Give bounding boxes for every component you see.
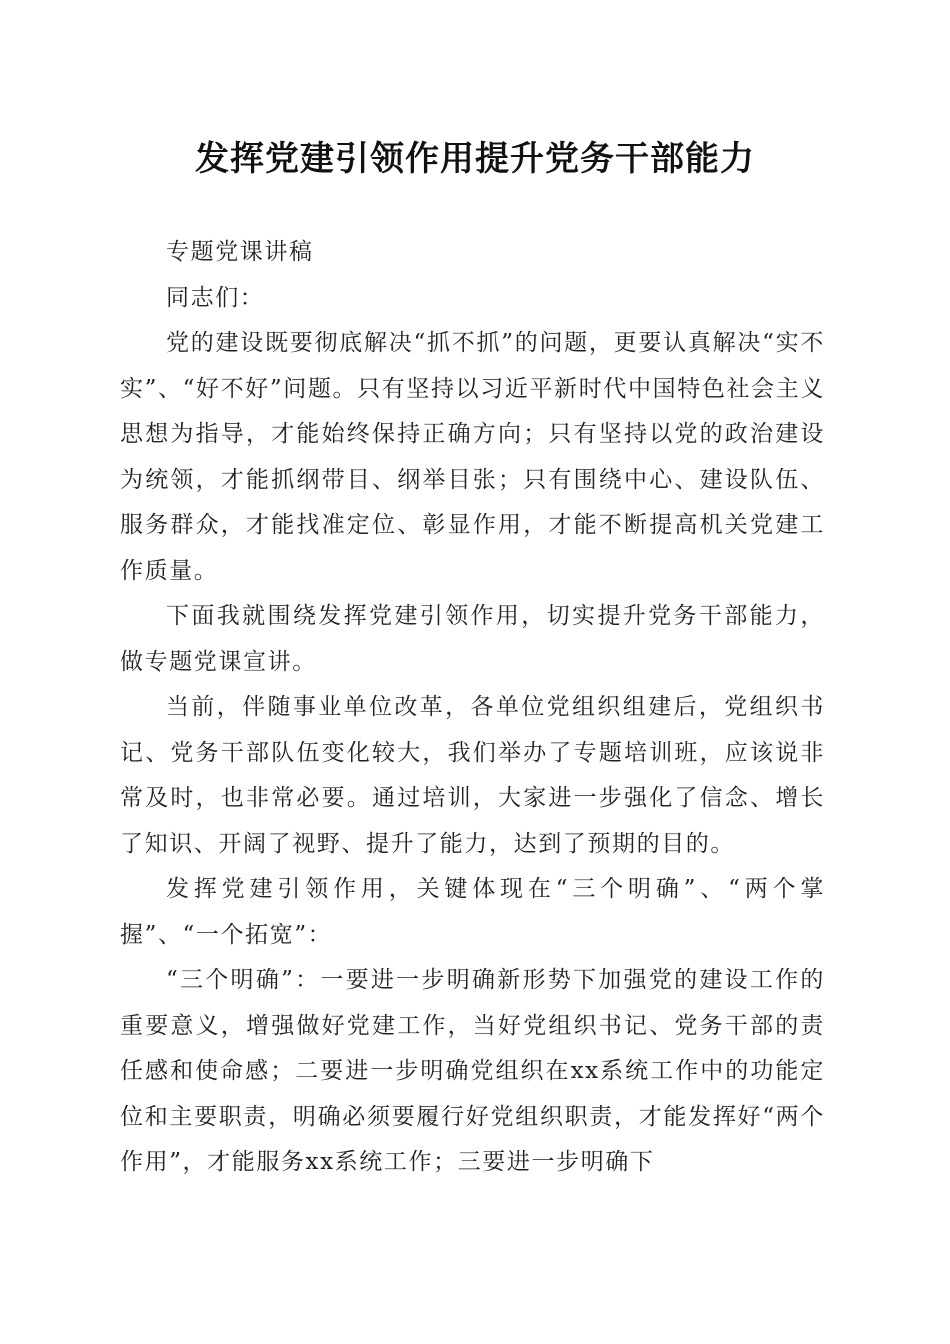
- paragraph: 当前，伴随事业单位改革，各单位党组织组建后，党组织书记、党务干部队伍变化较大，我们举办了专题培训班，应该说非常及时，也非常必要。通过培训，大家进一步强化了信念、增长了知识、开阔了视野、提升了能力，达到了预期的目的。: [120, 694, 825, 857]
- paragraph: 下面我就围绕发挥党建引领作用，切实提升党务干部能力，做专题党课宣讲。: [120, 603, 825, 675]
- paragraph: “三个明确”：一要进一步明确新形势下加强党的建设工作的重要意义，增强做好党建工作，当好党组织书记、党务干部的责任感和使命感；二要进一步明确党组织在xx系统工作中的功能定位和主要职责，明确必须要履行好党组织职责，才能发挥好“两个作用”，才能服务xx系统工作；三要进一步明确下: [120, 967, 825, 1175]
- paragraph: 党的建设既要彻底解决“抓不抓”的问题，更要认真解决“实不实”、“好不好”问题。只有坚持以习近平新时代中国特色社会主义思想为指导，才能始终保持正确方向；只有坚持以党的政治建设为统领，才能抓纲带目、纲举目张；只有围绕中心、建设队伍、服务群众，才能找准定位、彰显作用，才能不断提高机关党建工作质量。: [120, 330, 825, 584]
- document-subtitle: 专题党课讲稿: [166, 239, 314, 265]
- paragraph: 发挥党建引领作用，关键体现在“三个明确”、“两个掌握”、“一个拓宽”：: [120, 876, 825, 948]
- document-title: 发挥党建引领作用提升党务干部能力: [195, 139, 755, 179]
- document-body: [120, 230, 825, 1186]
- salutation: 同志们：: [166, 284, 265, 311]
